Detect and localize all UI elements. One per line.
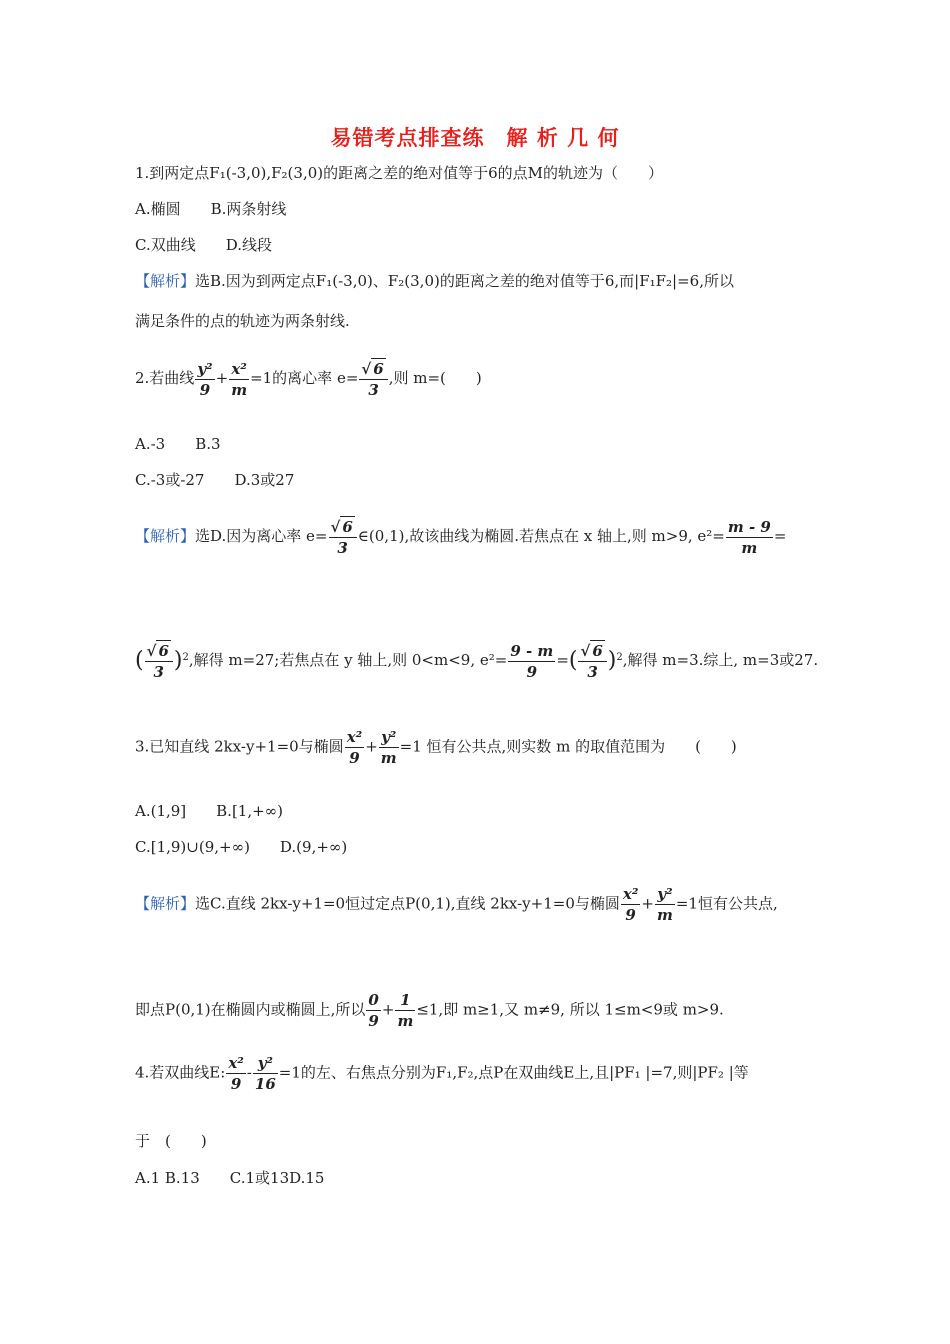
q3-stem: 3.已知直线 2kx-y+1=0与椭圆 $\frac{\text{x²}}{9}$ + $\frac{\text{y²}}{m}$ =1 恒有公共点,则实数 m 的取值范围为 ( ) xyxy=(135,728,737,767)
analysis-tag: 【解析】 xyxy=(135,272,196,290)
q1-options-ab: A.椭圆 B.两条射线 xyxy=(135,200,287,218)
q3-analysis: 【解析】选C.直线 2kx-y+1=0恒过定点P(0,1),直线 2kx-y+1=0与椭圆 $\frac{\text{x²}}{9}$ + $\frac{\text{y²}}{m}$ =1恒有公共点, xyxy=(135,885,778,924)
frac-y2-m: $\frac{\text{y²}}{m}$ xyxy=(380,728,397,767)
frac-x2-9: $\frac{\text{x²}}{9}$ xyxy=(622,885,639,924)
q2-analysis-cont: ( $\frac{√ 6}{3}$ )$^2$,解得 m=27;若焦点在 y 轴上,则 0<m<9, e²= $\frac{9 - m}{9}$ =( $\frac{√ 6}{3}$ )$^2$,解得 m=3.综上, m=3或27. xyxy=(135,641,819,681)
frac-sqrt6-3: $\frac{√ 6}{3}$ xyxy=(578,640,606,682)
q4-options: A.1 B.13 C.1或13D.15 xyxy=(135,1169,325,1187)
q2-options-cd: C.-3或-27 D.3或27 xyxy=(135,471,295,489)
analysis-tag: 【解析】 xyxy=(135,527,196,545)
q1-analysis-text: 选B.因为到两定点F₁(-3,0)、F₂(3,0)的距离之差的绝对值等于6,而|F₁F₂|=6,所以 xyxy=(195,272,734,290)
q2-eq: =1的离心率 e= xyxy=(250,369,359,387)
q1-stem: 1.到两定点F₁(-3,0),F₂(3,0)的距离之差的绝对值等于6的点M的轨迹为（ ） xyxy=(135,164,664,182)
frac-m-minus-9-over-m: $\frac{m - 9}{m}$ xyxy=(727,517,771,557)
frac-y2-m: $\frac{\text{y²}}{m}$ xyxy=(656,885,673,924)
q2-analysis: 【解析】选D.因为离心率 e= $\frac{√ 6}{3}$ ∈(0,1),故该曲线为椭圆.若焦点在 x 轴上,则 m>9, e²= $\frac{m - 9}{m}$ = xyxy=(135,517,787,557)
frac-sqrt6-3: $\frac{√ 6}{3}$ xyxy=(329,516,357,558)
q2-stem: 2.若曲线 $\frac{\text{y²}}{9}$ + $\frac{\text{x²}}{m}$ =1的离心率 e= $\frac{√ 6}{3}$ ,则 m=( ) xyxy=(135,359,482,399)
q1-options-cd: C.双曲线 D.线段 xyxy=(135,236,272,254)
q2-pre: 2.若曲线 xyxy=(135,369,195,387)
q3-options-cd: C.[1,9)∪(9,+∞) D.(9,+∞) xyxy=(135,838,348,856)
frac-y2-9: $\frac{\text{y²}}{9}$ xyxy=(197,359,213,399)
frac-9-minus-m-over-9: $\frac{9 - m}{9}$ xyxy=(510,641,554,681)
frac-sqrt6-3: $\frac{√ 6}{3}$ xyxy=(359,358,387,400)
q2-post: ,则 m=( ) xyxy=(388,369,482,387)
q3-analysis-cont: 即点P(0,1)在椭圆内或椭圆上,所以 $\frac{0}{9}$ + $\frac{1}{m}$ ≤1,即 m≥1,又 m≠9, 所以 1≤m<9或 m>9. xyxy=(135,991,724,1030)
frac-0-9: $\frac{0}{9}$ xyxy=(368,991,379,1030)
page-title: 易错考点排查练 解 析 几 何 xyxy=(330,126,620,150)
frac-x2-9: $\frac{\text{x²}}{9}$ xyxy=(228,1054,244,1093)
analysis-tag: 【解析】 xyxy=(135,894,196,913)
q1-analysis-cont: 满足条件的点的轨迹为两条射线. xyxy=(135,312,350,330)
q3-options-ab: A.(1,9] B.[1,+∞) xyxy=(135,802,284,820)
frac-y2-16: $\frac{\text{y²}}{16}$ xyxy=(254,1054,276,1093)
frac-sqrt6-3: $\frac{√ 6}{3}$ xyxy=(145,640,173,682)
q2-options-ab: A.-3 B.3 xyxy=(135,435,221,453)
q4-stem-cont: 于 ( ) xyxy=(135,1132,207,1150)
q1-analysis xyxy=(135,271,734,291)
q4-stem: 4.若双曲线E: $\frac{\text{x²}}{9}$ - $\frac{\text{y²}}{16}$ =1的左、右焦点分别为F₁,F₂,点P在双曲线E上,且|PF₁ |=7,则|PF₂ |等 xyxy=(135,1054,749,1093)
frac-x2-m: $\frac{\text{x²}}{m}$ xyxy=(231,359,248,399)
frac-x2-9: $\frac{\text{x²}}{9}$ xyxy=(346,728,363,767)
frac-1-m: $\frac{1}{m}$ xyxy=(397,991,414,1030)
